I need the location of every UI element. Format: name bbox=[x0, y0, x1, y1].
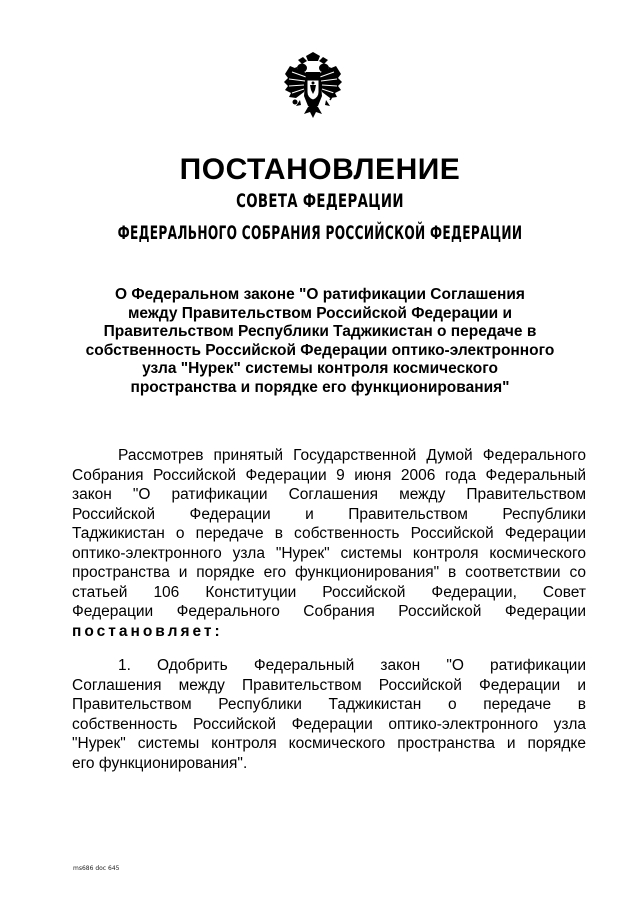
document-type-title: ПОСТАНОВЛЕНИЕ bbox=[179, 153, 461, 186]
item-1-line: "Нурек" системы контроля космического пространства и порядке bbox=[72, 735, 586, 752]
preamble-line: Российской Федерации и Правительством Республики bbox=[72, 505, 586, 523]
item-1-line: его функционирования". bbox=[72, 754, 248, 772]
subject-title bbox=[80, 286, 560, 397]
item-1-line: 1. Одобрить Федеральный закон "О ратификации bbox=[118, 657, 586, 674]
item-1-line: Правительством Республики Таджикистан о передаче в bbox=[72, 696, 586, 713]
resolves-keyword: постановляет: bbox=[72, 622, 223, 640]
subject-line: между Правительством Российской Федерации и bbox=[127, 304, 513, 322]
subject-line: Правительством Республики Таджикистан о передаче в bbox=[103, 323, 537, 340]
subject-line: пространства и порядке его функционирования" bbox=[130, 378, 510, 396]
subject-line: собственность Российской Федерации оптико-электронного bbox=[85, 341, 555, 359]
item-1-line: Соглашения между Правительством Российской Федерации и bbox=[72, 676, 586, 694]
issuer-line-1: СОВЕТА ФЕДЕРАЦИИ bbox=[236, 190, 404, 212]
subject-line: О Федеральном законе "О ратификации Соглашения bbox=[115, 286, 525, 303]
preamble-line: Собрания Российской Федерации 9 июня 2006 года Федеральный bbox=[72, 466, 586, 484]
russian-eagle-emblem-icon bbox=[282, 52, 344, 130]
file-code: ms686 doc 645 bbox=[73, 865, 120, 872]
subject-line: узла "Нурек" системы контроля космического bbox=[142, 360, 498, 377]
preamble-paragraph bbox=[72, 446, 586, 641]
item-1-line: собственность Российской Федерации оптико-электронного узла bbox=[72, 715, 586, 733]
preamble-line: пространства и порядке его функционирования" в соответствии со bbox=[72, 564, 586, 581]
item-1-paragraph bbox=[72, 656, 586, 773]
preamble-line: закон "О ратификации Соглашения между Правительством bbox=[72, 486, 586, 503]
issuer-line-2: ФЕДЕРАЛЬНОГО СОБРАНИЯ РОССИЙСКОЙ ФЕДЕРАЦИИ bbox=[117, 222, 523, 244]
preamble-line: Таджикистан о передаче в собственность Российской Федерации bbox=[72, 525, 586, 542]
preamble-line: Рассмотрев принятый Государственной Думой Федерального bbox=[118, 447, 586, 464]
preamble-line: статьей 106 Конституции Российской Федерации, Совет bbox=[72, 583, 586, 601]
preamble-line: Федерации Федерального Собрания Российской Федерации bbox=[72, 603, 586, 620]
preamble-line: оптико-электронного узла "Нурек" системы контроля космического bbox=[72, 544, 586, 562]
